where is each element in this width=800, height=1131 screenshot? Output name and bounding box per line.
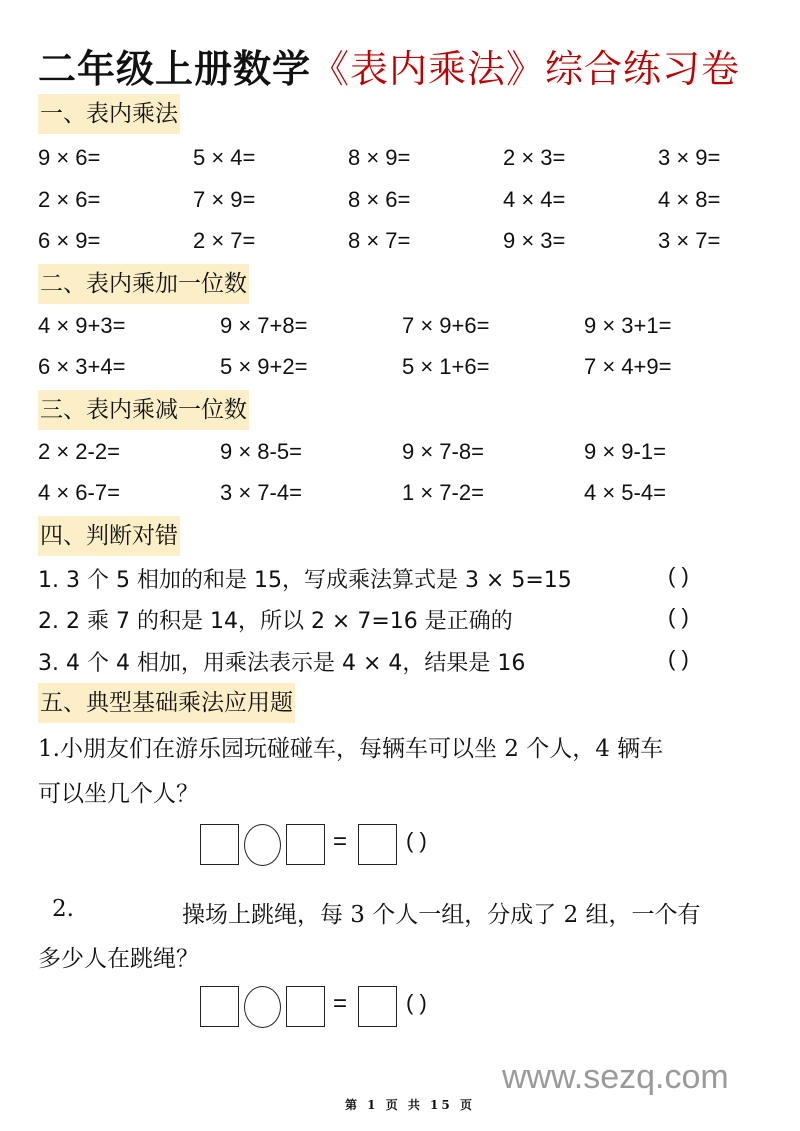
word-problem-2-line2: 多少人在跳绳？ [38, 946, 199, 972]
operator-circle[interactable] [244, 824, 281, 866]
watermark: www.sezq.com [502, 1058, 729, 1096]
problem: 9 × 8-5= [220, 439, 302, 464]
word-problem-1-line1: 1.小朋友们在游乐园玩碰碰车，每辆车可以坐 2 个人，4 辆车 [38, 736, 664, 762]
problem: 7 × 4+9= [584, 354, 672, 379]
judge-item-3: 3. 4 个 4 相加，用乘法表示是 4 × 4，结果是 16 [38, 651, 526, 676]
problem: 9 × 3+1= [584, 313, 672, 338]
result-box[interactable] [358, 824, 397, 865]
result-box[interactable] [358, 986, 397, 1027]
problem: 7 × 9= [193, 187, 256, 212]
unit-blank[interactable]: ( ) [406, 990, 427, 1015]
problem: 2 × 6= [38, 187, 101, 212]
problem: 4 × 5-4= [584, 480, 666, 505]
equals-sign: = [333, 828, 348, 855]
page-title [38, 38, 740, 93]
problem: 4 × 4= [503, 187, 566, 212]
answer-blank-3[interactable]: ( ) [668, 646, 689, 671]
equation-template-2 [200, 986, 480, 1028]
word-problem-1-line2: 可以坐几个人？ [38, 781, 199, 807]
operator-circle[interactable] [244, 986, 281, 1028]
section-1-heading: 一、表内乘法 [38, 94, 180, 134]
section-3-heading: 三、表内乘减一位数 [38, 390, 249, 430]
problem: 4 × 8= [658, 187, 721, 212]
problem: 9 × 6= [38, 145, 101, 170]
problem: 6 × 3+4= [38, 354, 126, 379]
problem: 5 × 9+2= [220, 354, 308, 379]
problem: 5 × 4= [193, 145, 256, 170]
problem: 9 × 3= [503, 228, 566, 253]
problem: 2 × 3= [503, 145, 566, 170]
equals-sign: = [333, 990, 348, 1017]
problem: 6 × 9= [38, 228, 101, 253]
answer-box[interactable] [286, 824, 325, 865]
judge-item-1: 1. 3 个 5 相加的和是 15，写成乘法算式是 3 × 5=15 [38, 568, 572, 593]
problem: 3 × 7= [658, 228, 721, 253]
problem: 9 × 7-8= [402, 439, 484, 464]
answer-box[interactable] [200, 986, 239, 1027]
title-topic: 《表内乘法》综合练习卷 [311, 47, 741, 91]
problem: 4 × 6-7= [38, 480, 120, 505]
problem: 3 × 7-4= [220, 480, 302, 505]
problem: 9 × 9-1= [584, 439, 666, 464]
problem: 2 × 2-2= [38, 439, 120, 464]
page-number: 第 1 页 共 15 页 [345, 1098, 475, 1112]
judge-item-2: 2. 2 乘 7 的积是 14，所以 2 × 7=16 是正确的 [38, 609, 513, 634]
answer-box[interactable] [286, 986, 325, 1027]
problem: 8 × 6= [348, 187, 411, 212]
problem: 7 × 9+6= [402, 313, 490, 338]
word-problem-2-line1: 操场上跳绳，每 3 个人一组，分成了 2 组，一个有 [182, 902, 701, 928]
problem: 2 × 7= [193, 228, 256, 253]
problem: 8 × 7= [348, 228, 411, 253]
section-5-heading: 五、典型基础乘法应用题 [38, 683, 295, 723]
problem: 5 × 1+6= [402, 354, 490, 379]
answer-blank-1[interactable]: ( ) [668, 563, 689, 588]
problem: 9 × 7+8= [220, 313, 308, 338]
problem: 4 × 9+3= [38, 313, 126, 338]
answer-box[interactable] [200, 824, 239, 865]
problem: 8 × 9= [348, 145, 411, 170]
problem: 3 × 9= [658, 145, 721, 170]
section-2-heading: 二、表内乘加一位数 [38, 264, 249, 304]
unit-blank[interactable]: ( ) [406, 828, 427, 853]
section-4-heading: 四、判断对错 [38, 516, 180, 556]
equation-template-1 [200, 824, 480, 866]
answer-blank-2[interactable]: ( ) [668, 604, 689, 629]
word-problem-2-number: 2. [52, 896, 74, 922]
title-grade: 二年级上册数学 [38, 46, 312, 91]
problem: 1 × 7-2= [402, 480, 484, 505]
